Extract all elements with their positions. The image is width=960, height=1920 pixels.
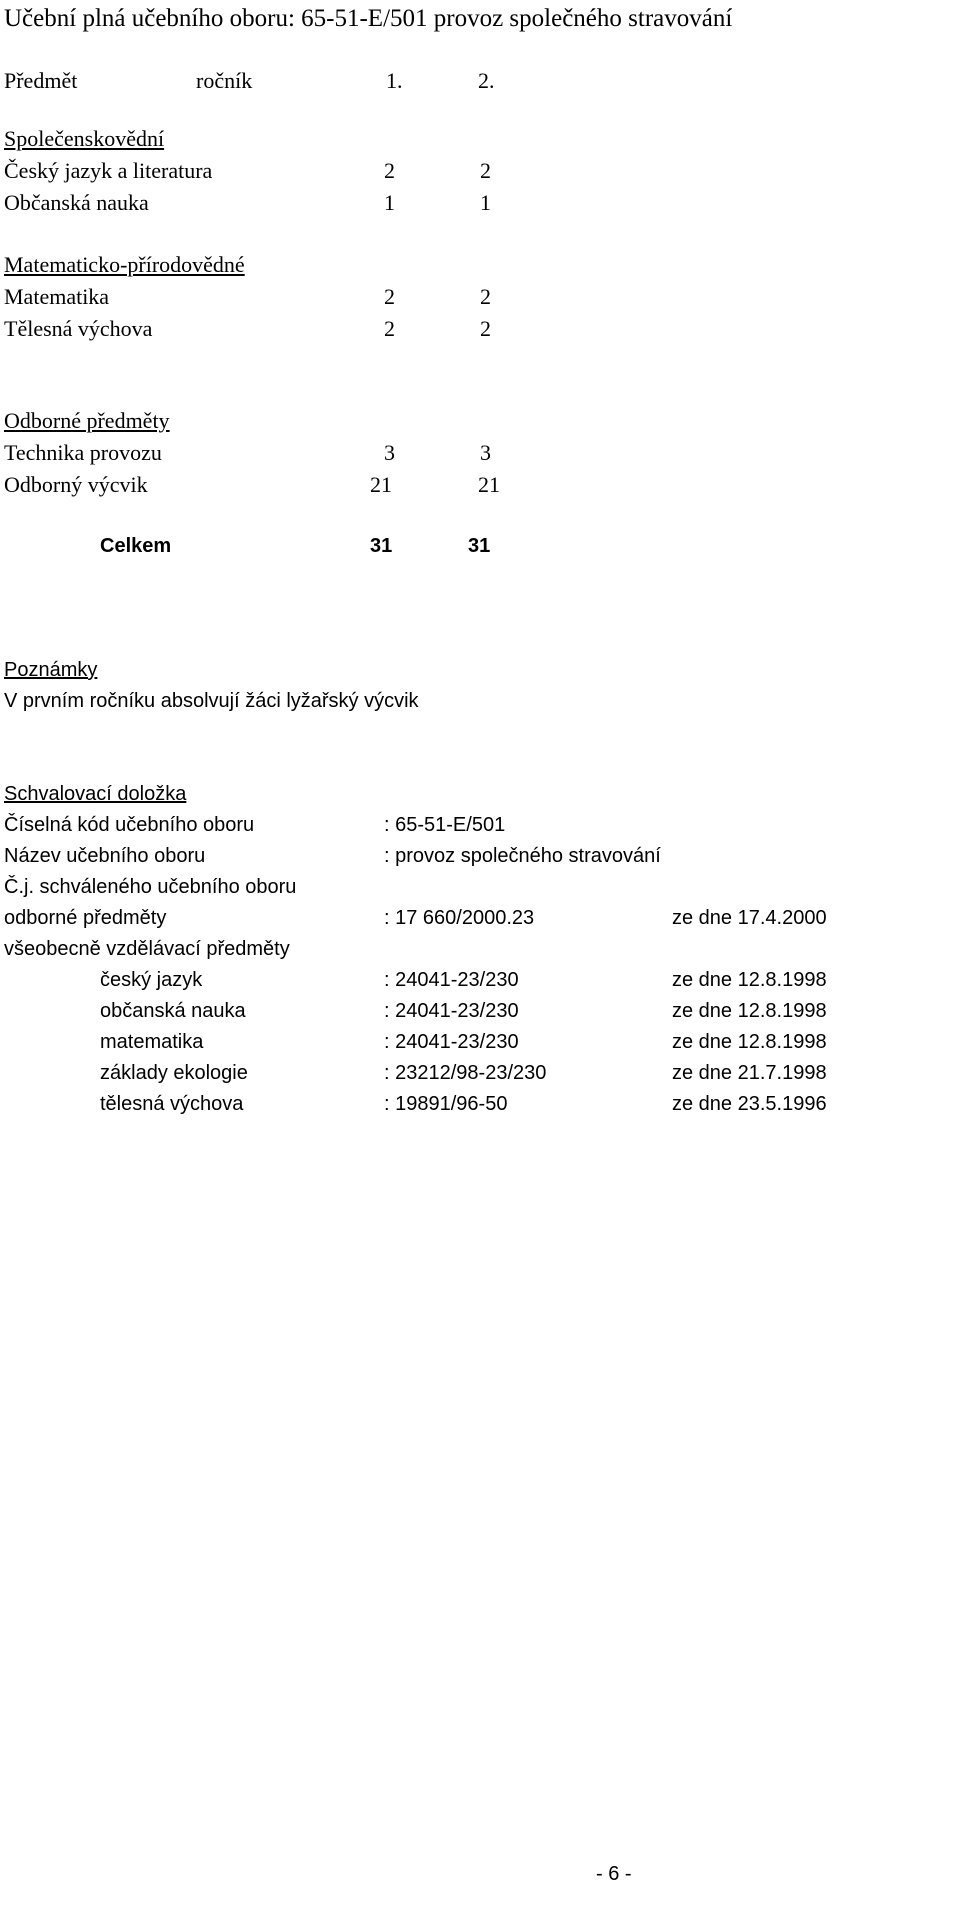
header-year-2: 2.: [478, 68, 495, 93]
group-heading-social: Společenskovědní: [4, 126, 165, 151]
subject-row-y2: 21: [478, 472, 500, 497]
general-item-label: tělesná výchova: [100, 1093, 244, 1115]
subject-row-y2: 2: [480, 158, 491, 183]
approval-professional-label: odborné předměty: [4, 907, 167, 929]
header-year: ročník: [196, 68, 253, 93]
general-item-label: český jazyk: [100, 969, 203, 991]
general-item-value: : 19891/96-50: [384, 1093, 508, 1115]
approval-professional-value: : 17 660/2000.23: [384, 907, 535, 929]
general-item-value: : 24041-23/230: [384, 1000, 519, 1022]
subject-row-y2: 2: [480, 316, 491, 341]
general-item-date: ze dne 12.8.1998: [672, 1031, 827, 1053]
subject-row-name: Tělesná výchova: [4, 316, 153, 341]
approval-general-label: všeobecně vzdělávací předměty: [4, 938, 290, 960]
total-label: Celkem: [100, 535, 172, 557]
subject-row-name: Technika provozu: [4, 440, 162, 465]
subject-row-y1: 1: [384, 190, 395, 215]
approval-name-label: Název učebního oboru: [4, 845, 206, 867]
general-item-label: občanská nauka: [100, 1000, 246, 1022]
general-item-value: : 24041-23/230: [384, 969, 519, 991]
approval-professional-date: ze dne 17.4.2000: [672, 907, 827, 929]
page-number: - 6 -: [596, 1863, 632, 1885]
subject-row-name: Odborný výcvik: [4, 472, 148, 497]
group-heading-professional: Odborné předměty: [4, 408, 170, 433]
approval-code-value: : 65-51-E/501: [384, 814, 506, 836]
subject-row-y1: 21: [370, 472, 392, 497]
general-item-date: ze dne 12.8.1998: [672, 969, 827, 991]
subject-row-y2: 2: [480, 284, 491, 309]
notes-text: V prvním ročníku absolvují žáci lyžařský výcvik: [4, 690, 419, 712]
notes-heading: Poznámky: [4, 659, 98, 681]
general-item-value: : 24041-23/230: [384, 1031, 519, 1053]
subject-row-y1: 2: [384, 284, 395, 309]
subject-row-y1: 2: [384, 316, 395, 341]
subject-row-name: Občanská nauka: [4, 190, 149, 215]
general-item-date: ze dne 21.7.1998: [672, 1062, 827, 1084]
approval-cj-label: Č.j. schváleného učebního oboru: [4, 876, 297, 898]
total-y1: 31: [370, 535, 393, 557]
document-title: Učební plná učebního oboru: 65-51-E/501 provoz společného stravování: [4, 5, 733, 32]
subject-row-name: Matematika: [4, 284, 110, 309]
subject-row-y1: 3: [384, 440, 395, 465]
approval-heading: Schvalovací doložka: [4, 783, 187, 805]
general-item-date: ze dne 12.8.1998: [672, 1000, 827, 1022]
group-heading-science: Matematicko-přírodovědné: [4, 252, 245, 277]
subject-row-y2: 3: [480, 440, 491, 465]
subject-row-name: Český jazyk a literatura: [4, 158, 213, 183]
approval-code-label: Číselná kód učebního oboru: [4, 814, 255, 836]
general-item-date: ze dne 23.5.1996: [672, 1093, 827, 1115]
general-item-value: : 23212/98-23/230: [384, 1062, 547, 1084]
subject-row-y1: 2: [384, 158, 395, 183]
total-y2: 31: [468, 535, 491, 557]
general-item-label: základy ekologie: [100, 1062, 248, 1084]
header-year-1: 1.: [386, 68, 403, 93]
subject-row-y2: 1: [480, 190, 491, 215]
header-subject: Předmět: [4, 68, 78, 93]
general-item-label: matematika: [100, 1031, 204, 1053]
approval-name-value: : provoz společného stravování: [384, 845, 661, 867]
